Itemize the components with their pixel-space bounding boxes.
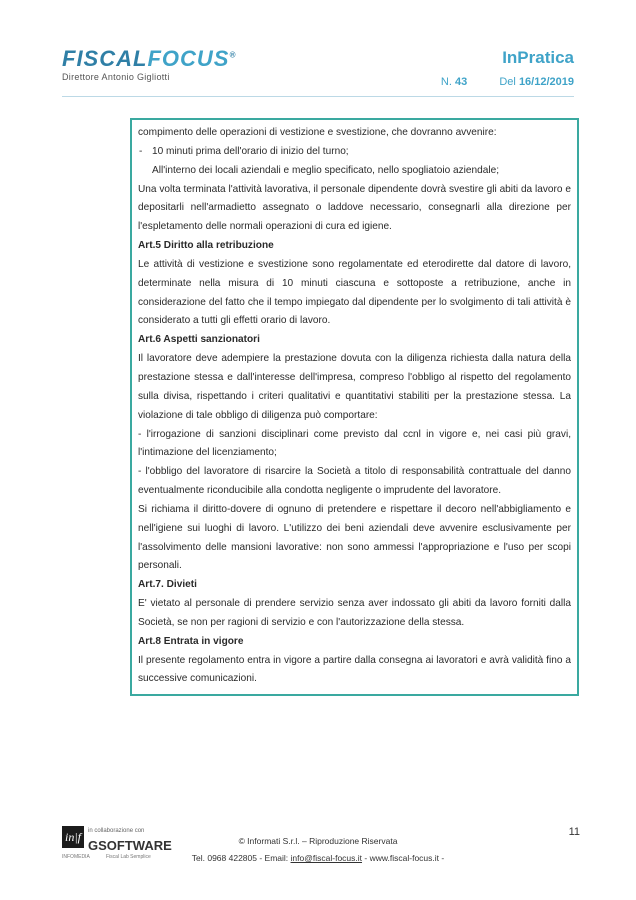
paragraph-decorum: Si richiama il diritto-dovere di ognuno di pretendere e rispettare il decoro nell'abbigliamento e nell'igiene sui luoghi di lavoro. L'utilizzo dei beni aziendali deve avvenire esclusivamente per l'assolvimento delle mansioni lavorative: non sono ammessi l'appropriazione e l'uso per scopi personali. [138,503,571,572]
list-item-text: 10 minuti prima dell'orario di inizio del turno; [152,145,349,157]
logo-fiscal: FISCAL [62,46,148,71]
paragraph-compensation: - l'obbligo del lavoratore di risarcire la Società a titolo di responsabilità contrattuale del danno eventualmente riconducibile alla condotta negligente o imprudente del lavoratore. [138,466,571,497]
infomedia-logo: in|f [62,826,84,848]
paragraph-sanctions: - l'irrogazione di sanzioni disciplinari come previsto dal ccnl in vigore e, nei casi più gravi, l'intimazione del licenziamento; [138,428,571,459]
contact-phone: Tel. 0968 422805 - Email: [191,853,289,863]
heading-art5: Art.5 Diritto alla retribuzione [138,240,274,252]
regulation-text-box [130,118,579,696]
paragraph-retribution: Le attività di vestizione e svestizione sono regolamentate ed eterodirette dal datore di lavoro, determinate nella misura di 10 minuti ciascuna e sottoposte a retribuzione, anche in considerazione del fatto che il tempo impiegato dal dipendente per lo svolgimento di tali attività è considerato a tutti gli effetti orario di lavoro. [138,258,571,327]
gsoftware-wordmark: GSOFTWARE [88,838,172,853]
heading-art7: Art.7. Divieti [138,579,197,591]
header-divider [62,96,574,97]
issue-date: 16/12/2019 [518,76,574,88]
logo-wordmark [62,46,236,72]
paragraph-effective: Il presente regolamento entra in vigore a partire dalla consegna ai lavoratori e avrà validità fino a successive comunicazioni. [138,654,571,685]
contact-email-link[interactable]: info@fiscal-focus.it [290,853,363,863]
contact-line [0,853,636,863]
paragraph-intro: compimento delle operazioni di vestizione e svestizione, che dovranno avvenire: [138,127,497,138]
partner-caption: in collaborazione con [88,828,145,834]
heading-art8: Art.8 Entrata in vigore [138,635,244,647]
director-line: Direttore Antonio Gigliotti [62,72,170,82]
page-number: 11 [568,826,580,838]
paragraph-after-work: Una volta terminata l'attività lavorativa, il personale dipendente dovrà svestire gli abiti da lavoro e depositarli nell'armadietto assegnato o laddove necessario, consegnarli alla direzione per l'espletamento delle normali operazioni di cura ed igiene. [138,183,571,233]
fiscal-focus-logo [62,46,236,82]
heading-art6: Art.6 Aspetti sanzionatori [138,334,260,346]
date-label: Del [499,76,516,88]
gsoftware-caption: Fiscal Lab Semplice [106,854,151,860]
issue-number: 43 [454,76,468,88]
paragraph-diligence: Il lavoratore deve adempiere la prestazione dovuta con la diligenza richiesta dalla natura della prestazione stessa e dall'interesse dell'impresa, compreso l'obbligo al rispetto del regolamento sulla divisa, rispettando i criteri qualitativi e quantitativi stabiliti per la prestazione stessa. La violazione di tale obbligo di diligenza può comportare: [138,353,571,421]
list-item [138,143,571,162]
list-item-text: All'interno dei locali aziendali e meglio specificato, nello spogliatoio aziendale; [152,164,500,176]
contact-website: - www.fiscal-focus.it - [364,853,445,863]
infomedia-logo-caption: INFOMEDIA [62,854,90,860]
publication-header [441,48,574,88]
publication-title: InPratica [502,48,574,67]
list-item [138,162,571,181]
logo-registered-mark: ® [229,50,237,60]
list-dash: - [139,145,143,157]
issue-label: N. [440,76,452,88]
logo-focus: FOCUS [147,46,230,71]
issue-info [441,76,574,88]
paragraph-prohibitions: E' vietato al personale di prendere servizio senza aver indossato gli abiti da lavoro forniti dalla Società, se non per ragioni di servizio e con l'autorizzazione della stessa. [138,598,571,628]
copyright-notice: © Informati S.r.l. – Riproduzione Riservata [238,836,398,846]
